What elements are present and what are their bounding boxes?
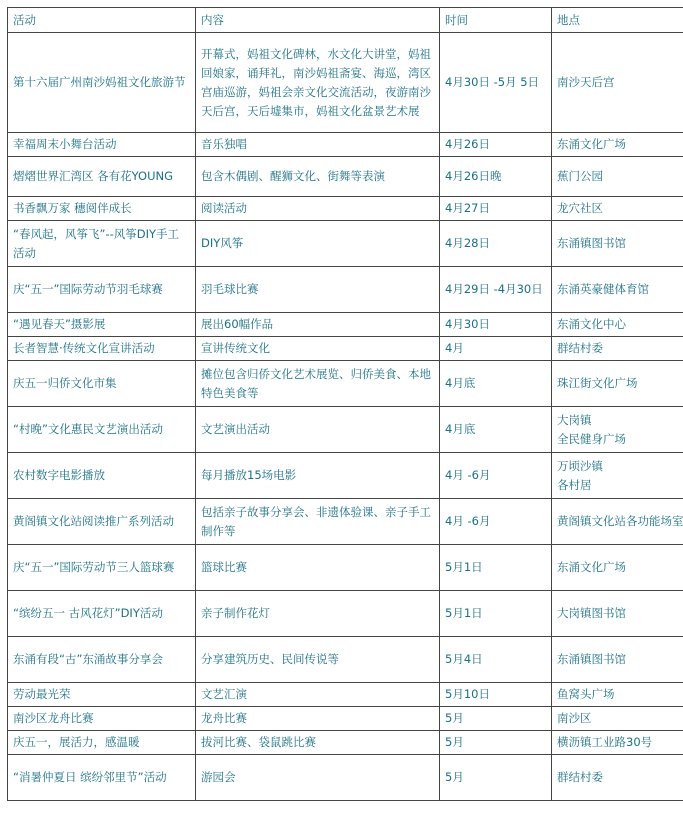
table-cell-time: 5月 <box>440 755 552 801</box>
table-cell-content: 每月播放15场电影 <box>196 453 440 499</box>
table-cell-time: 4月29日 -4月30日 <box>440 267 552 313</box>
header-time: 时间 <box>440 8 552 33</box>
table-cell-time: 4月27日 <box>440 197 552 221</box>
table-cell-place: 东涌镇图书馆 <box>552 221 683 267</box>
table-cell-activity: “村晚”文化惠民文艺演出活动 <box>8 407 196 453</box>
table-cell-place: 群结村委 <box>552 755 683 801</box>
table-cell-content: 开幕式，妈祖文化碑林，水文化大讲堂，妈祖回娘家，诵拜礼，南沙妈祖斋宴、海巡，湾区宫庙巡游，妈祖会亲文化交流活动，夜游南沙天后宫，天后墟集市，妈祖文化盆景艺术展 <box>196 33 440 133</box>
table-row <box>8 591 683 637</box>
table-cell-activity: 幸福周末小舞台活动 <box>8 133 196 157</box>
table-cell-time: 4月底 <box>440 407 552 453</box>
table-cell-content: 宣讲传统文化 <box>196 337 440 361</box>
table-row <box>8 407 683 453</box>
table-cell-time: 4月 -6月 <box>440 453 552 499</box>
table-cell-content: 龙舟比赛 <box>196 707 440 731</box>
table-cell-activity: “缤纷五一 古风花灯”DIY活动 <box>8 591 196 637</box>
table-cell-time: 5月 <box>440 707 552 731</box>
table-cell-time: 4月30日 -5月 5日 <box>440 33 552 133</box>
table-cell-content: 篮球比赛 <box>196 545 440 591</box>
table-row <box>8 133 683 157</box>
table-cell-activity: “消暑仲夏日 缤纷邻里节”活动 <box>8 755 196 801</box>
table-cell-content: 分享建筑历史、民间传说等 <box>196 637 440 683</box>
table-cell-content: 音乐独唱 <box>196 133 440 157</box>
table-row <box>8 337 683 361</box>
table-cell-time: 5月 <box>440 731 552 755</box>
table-cell-time: 4月28日 <box>440 221 552 267</box>
table-row <box>8 707 683 731</box>
table-cell-activity: 庆“五一”国际劳动节三人篮球赛 <box>8 545 196 591</box>
table-row <box>8 499 683 545</box>
table-row <box>8 755 683 801</box>
table-row <box>8 267 683 313</box>
table-row <box>8 453 683 499</box>
table-cell-content: 包括亲子故事分享会、非遗体验课、亲子手工制作等 <box>196 499 440 545</box>
table-cell-content: 阅读活动 <box>196 197 440 221</box>
table-cell-place: 东涌文化广场 <box>552 545 683 591</box>
table-cell-time: 5月10日 <box>440 683 552 707</box>
activity-table <box>7 7 683 801</box>
table-cell-place: 南沙区 <box>552 707 683 731</box>
table-cell-place: 东涌英豪健体育馆 <box>552 267 683 313</box>
table-cell-content: 亲子制作花灯 <box>196 591 440 637</box>
table-cell-place: 蕉门公园 <box>552 157 683 197</box>
table-cell-time: 4月底 <box>440 361 552 407</box>
table-cell-place: 横沥镇工业路30号 <box>552 731 683 755</box>
table-header-row <box>8 8 683 33</box>
table-row <box>8 545 683 591</box>
table-cell-place: 南沙天后宫 <box>552 33 683 133</box>
table-cell-activity: 黄阁镇文化站阅读推广系列活动 <box>8 499 196 545</box>
table-cell-time: 5月1日 <box>440 545 552 591</box>
table-row <box>8 361 683 407</box>
table-cell-activity: 劳动最光荣 <box>8 683 196 707</box>
table-cell-activity: “春风起，风筝飞”--风筝DIY手工活动 <box>8 221 196 267</box>
table-row <box>8 33 683 133</box>
table-cell-place: 珠江街文化广场 <box>552 361 683 407</box>
header-content: 内容 <box>196 8 440 33</box>
table-row <box>8 731 683 755</box>
table-cell-time: 5月4日 <box>440 637 552 683</box>
table-cell-place: 龙穴社区 <box>552 197 683 221</box>
table-cell-content: 包含木偶剧、醒狮文化、街舞等表演 <box>196 157 440 197</box>
table-cell-activity: 东涌有段“古”东涌故事分享会 <box>8 637 196 683</box>
table-cell-activity: 农村数字电影播放 <box>8 453 196 499</box>
table-cell-activity: “遇见春天”摄影展 <box>8 313 196 337</box>
table-cell-content: 羽毛球比赛 <box>196 267 440 313</box>
table-cell-content: 文艺汇演 <box>196 683 440 707</box>
table-cell-place: 东涌文化广场 <box>552 133 683 157</box>
table-cell-time: 4月26日晚 <box>440 157 552 197</box>
table-row <box>8 197 683 221</box>
table-cell-time: 4月 <box>440 337 552 361</box>
table-cell-activity: 南沙区龙舟比赛 <box>8 707 196 731</box>
table-row <box>8 637 683 683</box>
table-cell-activity: 熠熠世界汇湾区 各有花YOUNG <box>8 157 196 197</box>
table-body <box>8 33 683 801</box>
table-cell-place: 鱼窝头广场 <box>552 683 683 707</box>
table-cell-place: 大岗镇图书馆 <box>552 591 683 637</box>
table-cell-content: 展出60幅作品 <box>196 313 440 337</box>
table-cell-time: 5月1日 <box>440 591 552 637</box>
table-cell-content: 游园会 <box>196 755 440 801</box>
table-cell-activity: 庆五一归侨文化市集 <box>8 361 196 407</box>
header-place: 地点 <box>552 8 683 33</box>
table-row <box>8 683 683 707</box>
table-cell-content: 摊位包含归侨文化艺术展览、归侨美食、本地特色美食等 <box>196 361 440 407</box>
table-cell-content: 拔河比赛、袋鼠跳比赛 <box>196 731 440 755</box>
table-cell-place: 东涌文化中心 <box>552 313 683 337</box>
table-cell-place: 大岗镇 全民健身广场 <box>552 407 683 453</box>
table-cell-time: 4月30日 <box>440 313 552 337</box>
header-activity: 活动 <box>8 8 196 33</box>
table-cell-activity: 庆“五一”国际劳动节羽毛球赛 <box>8 267 196 313</box>
table-row <box>8 221 683 267</box>
table-cell-activity: 庆五一，展活力，感温暖 <box>8 731 196 755</box>
table-cell-time: 4月26日 <box>440 133 552 157</box>
table-cell-place: 万顷沙镇 各村居 <box>552 453 683 499</box>
table-cell-activity: 长者智慧·传统文化宣讲活动 <box>8 337 196 361</box>
table-cell-time: 4月 -6月 <box>440 499 552 545</box>
table-cell-activity: 书香飘万家 穗阅伴成长 <box>8 197 196 221</box>
table-row <box>8 313 683 337</box>
table-cell-activity: 第十六届广州南沙妈祖文化旅游节 <box>8 33 196 133</box>
table-cell-place: 东涌镇图书馆 <box>552 637 683 683</box>
table-cell-content: DIY风筝 <box>196 221 440 267</box>
table-cell-place: 黄阁镇文化站各功能场室 <box>552 499 683 545</box>
table-row <box>8 157 683 197</box>
table-cell-place: 群结村委 <box>552 337 683 361</box>
table-cell-content: 文艺演出活动 <box>196 407 440 453</box>
